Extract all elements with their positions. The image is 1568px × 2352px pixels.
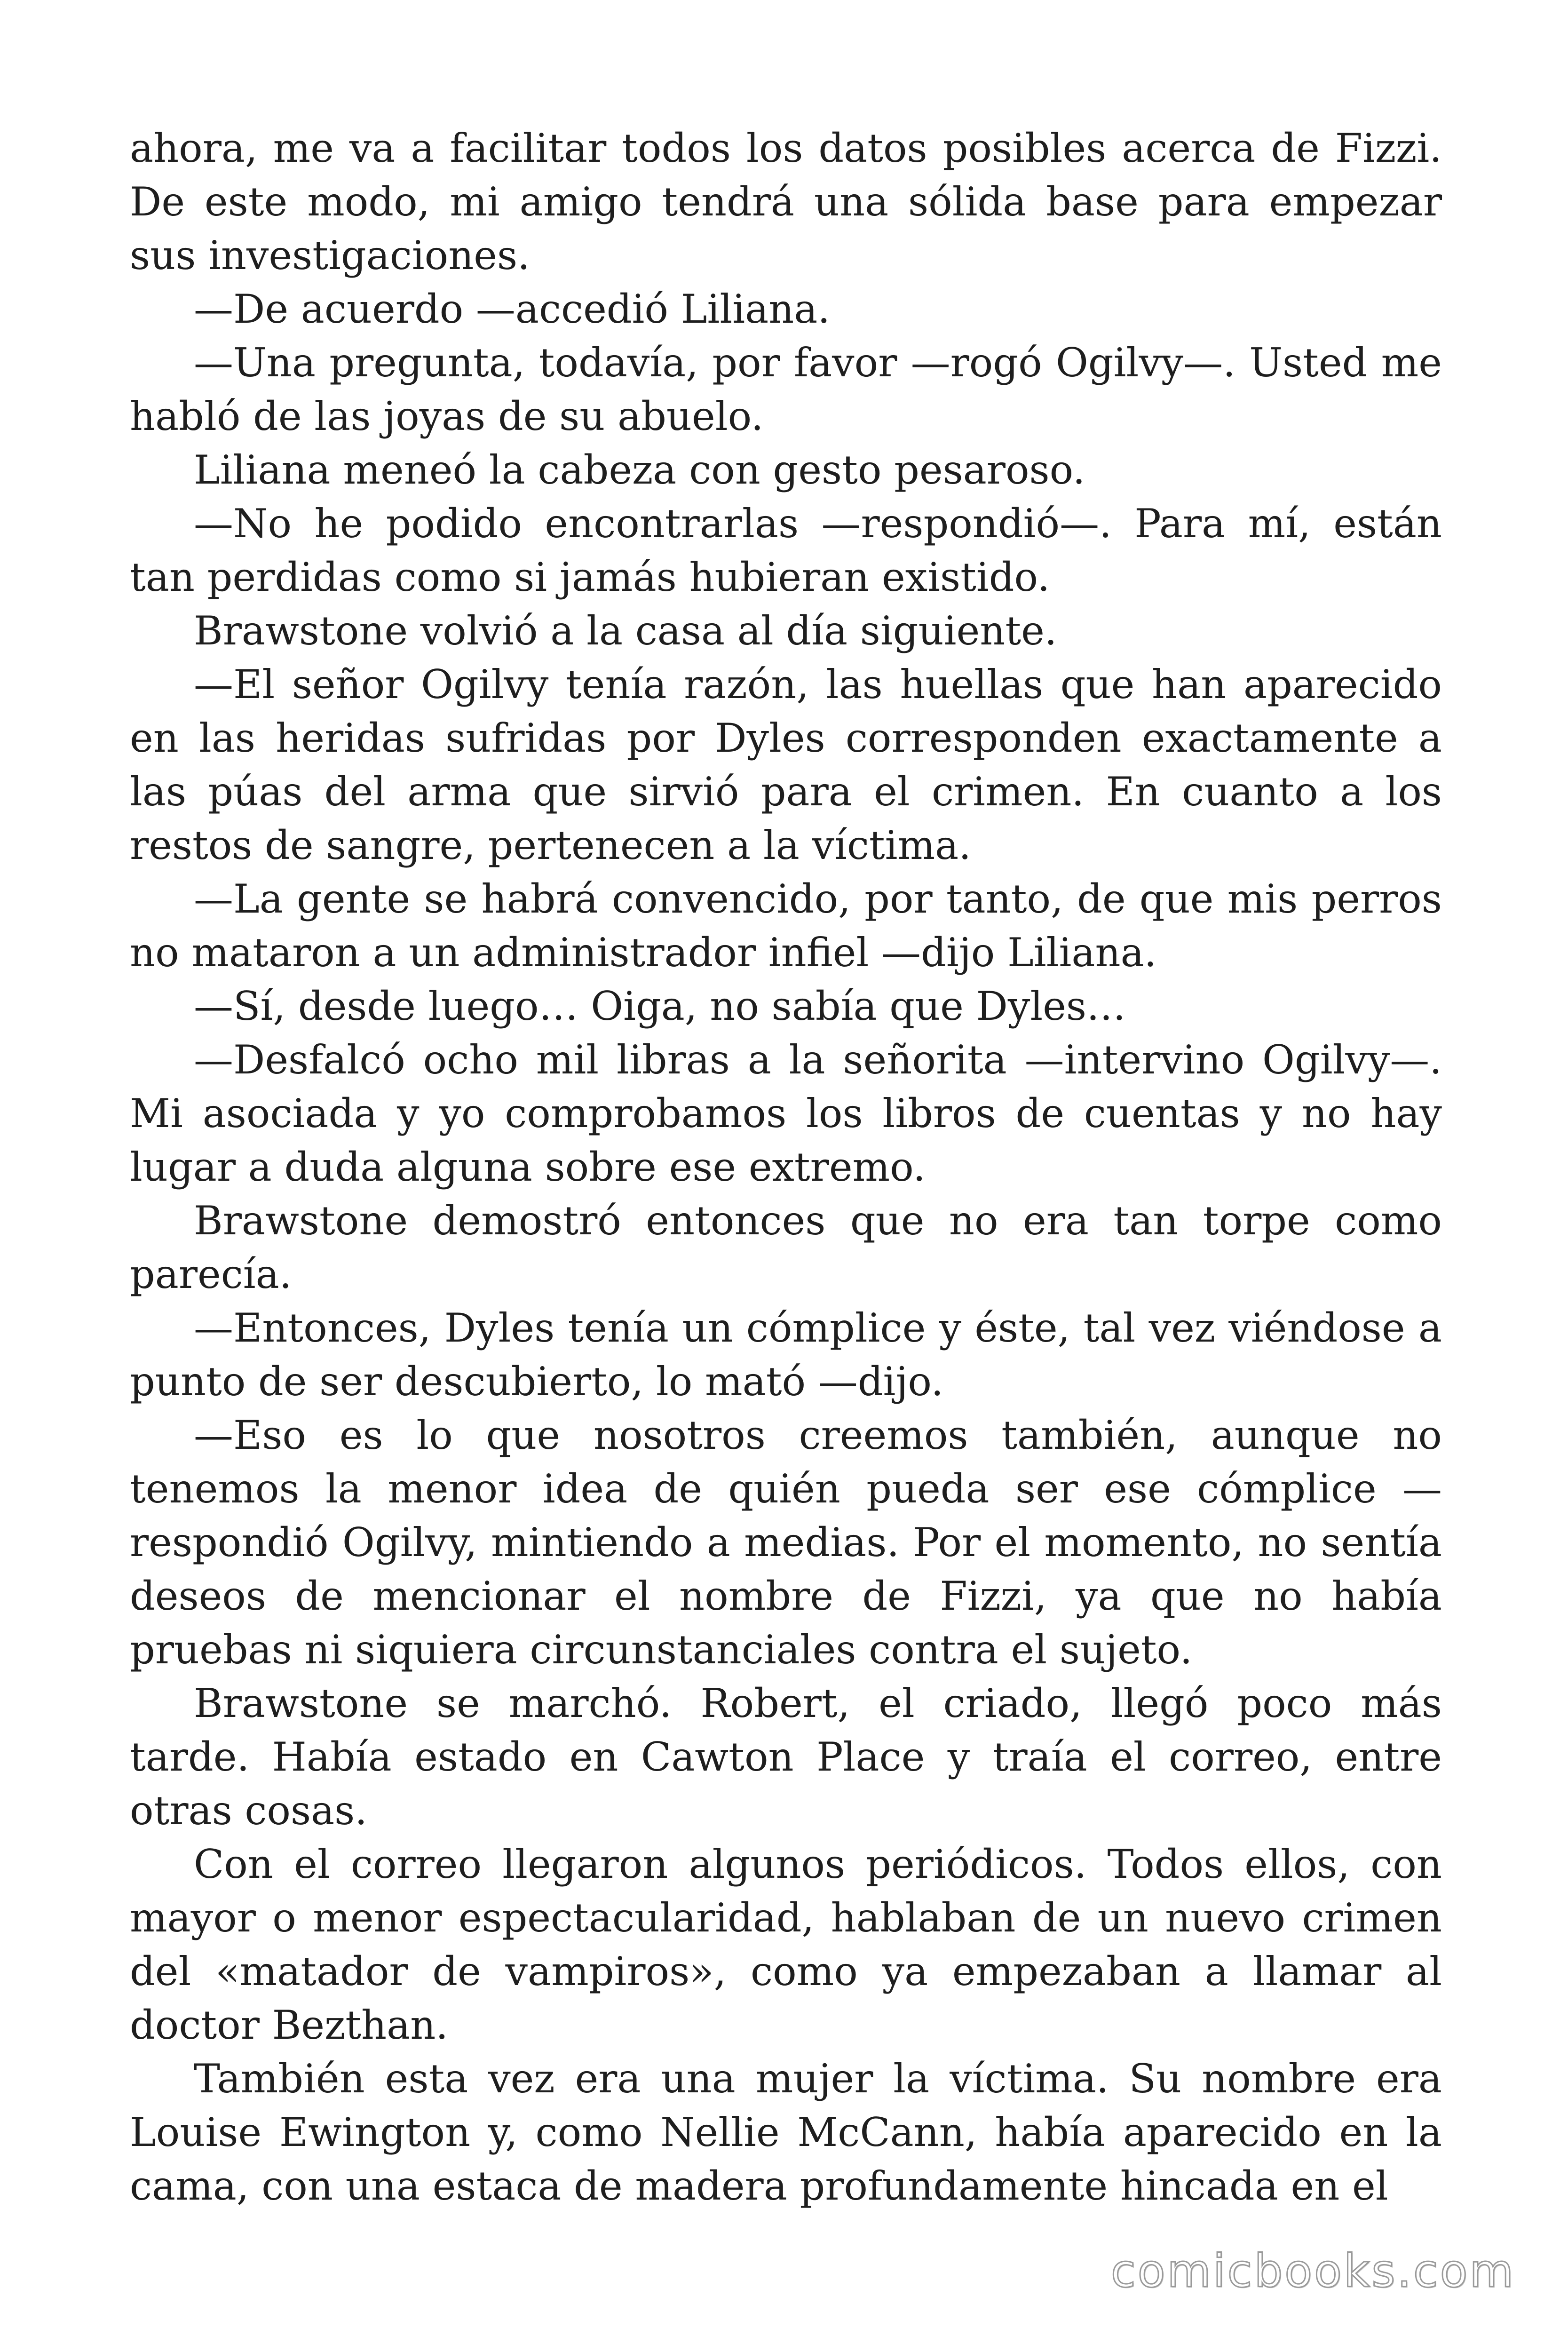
paragraph: Liliana meneó la cabeza con gesto pesaroso. <box>194 447 1085 493</box>
paragraph: —No he podido encontrarlas —respondió—. Para mí, están tan perdidas como si jamás hubieran existido. <box>130 501 1442 600</box>
paragraph: —La gente se habrá convencido, por tanto, de que mis perros no mataron a un administrador infiel —dijo Liliana. <box>130 876 1442 976</box>
paragraph: —Una pregunta, todavía, por favor —rogó Ogilvy—. Usted me habló de las joyas de su abuelo. <box>130 340 1442 439</box>
paragraph: —Eso es lo que nosotros creemos también, aunque no tenemos la menor idea de quién pueda ser ese cómplice —respondió Ogilvy, mintiendo a medias. Por el momento, no sentía deseos de mencionar el nombre de Fizzi, ya que no había pruebas ni siquiera circunstanciales contra el sujeto. <box>130 1412 1442 1673</box>
paragraph: —El señor Ogilvy tenía razón, las huellas que han aparecido en las heridas sufridas por Dyles corresponden exactamente a las púas del arma que sirvió para el crimen. En cuanto a los restos de sangre, pertenecen a la víctima. <box>130 661 1442 868</box>
paragraph: —De acuerdo —accedió Liliana. <box>194 286 831 332</box>
paragraph: También esta vez era una mujer la víctima. Su nombre era Louise Ewington y, como Nellie McCann, había aparecido en la cama, con una estaca de madera profundamente hincada en el <box>130 2056 1442 2209</box>
paragraph: —Desfalcó ocho mil libras a la señorita —intervino Ogilvy—. Mi asociada y yo comprobamos los libros de cuentas y no hay lugar a duda alguna sobre ese extremo. <box>130 1037 1442 1190</box>
paragraph: Con el correo llegaron algunos periódicos. Todos ellos, con mayor o menor espectacularidad, hablaban de un nuevo crimen del «matador de vampiros», como ya empezaban a llamar al doctor Bezthan. <box>130 1841 1442 2048</box>
watermark: comicbooks.com <box>1110 2245 1515 2297</box>
paragraph: Brawstone demostró entonces que no era tan torpe como parecía. <box>130 1198 1442 1297</box>
paragraph: Brawstone se marchó. Robert, el criado, llegó poco más tarde. Había estado en Cawton Place y traía el correo, entre otras cosas. <box>130 1680 1442 1834</box>
paragraph: ahora, me va a facilitar todos los datos posibles acerca de Fizzi. De este modo, mi amigo tendrá una sólida base para empezar sus investigaciones. <box>130 125 1442 278</box>
paragraph: —Sí, desde luego… Oiga, no sabía que Dyles… <box>194 983 1126 1029</box>
paragraph: —Entonces, Dyles tenía un cómplice y éste, tal vez viéndose a punto de ser descubierto, lo mató —dijo. <box>130 1305 1442 1405</box>
paragraph: Brawstone volvió a la casa al día siguiente. <box>194 608 1057 654</box>
body-text <box>130 121 1442 2213</box>
